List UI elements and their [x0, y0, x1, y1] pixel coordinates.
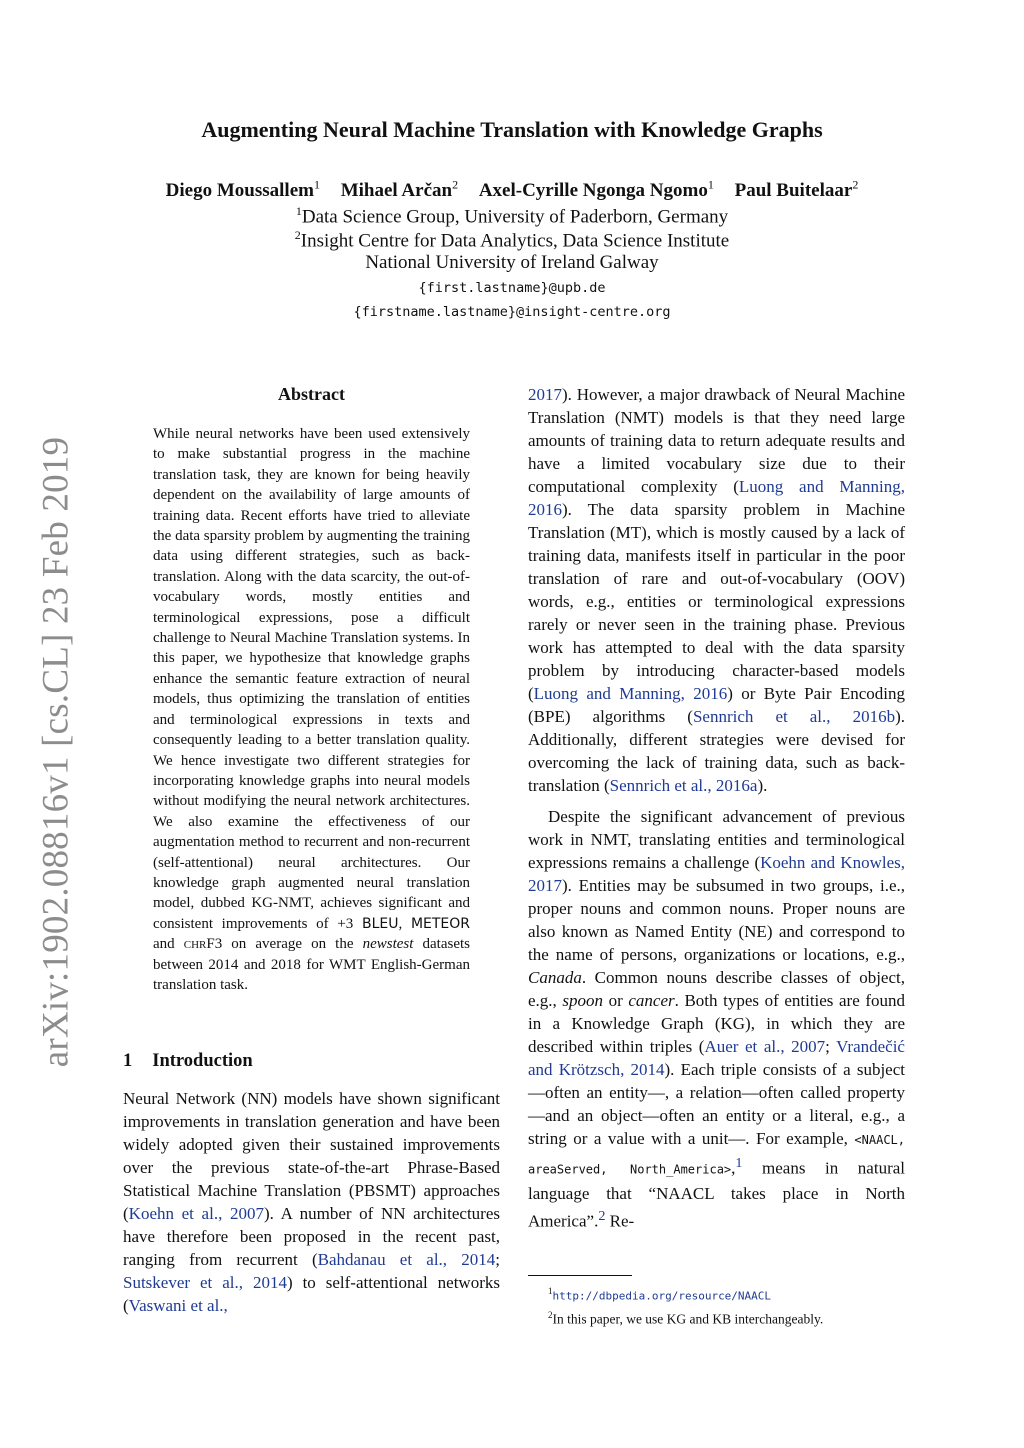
- footnote-rule: [528, 1275, 632, 1276]
- affiliation-2: [0, 228, 1024, 252]
- footnote-2-sup: 2: [548, 1309, 553, 1320]
- metric-chrf3: chrF3: [183, 936, 223, 953]
- author-4: [735, 180, 859, 201]
- paper-title: Augmenting Neural Machine Translation with Knowledge Graphs: [201, 117, 823, 142]
- intro-text-r5: ).: [757, 776, 768, 795]
- footnote-1: [528, 1282, 905, 1306]
- citation-vaswani[interactable]: Vaswani et al.,: [128, 1296, 228, 1315]
- email-upb: {first.lastname}@upb.de: [418, 280, 606, 296]
- author-1-sup: 1: [313, 178, 320, 192]
- author-3: [479, 180, 714, 201]
- intro-paragraph-continued: [528, 383, 905, 797]
- footnote-1-sup: 1: [548, 1286, 553, 1296]
- arxiv-identifier: [28, 436, 84, 1068]
- section-number: 1: [123, 1051, 133, 1071]
- intro-right-column: [528, 383, 905, 1232]
- intro-text-3: ;: [495, 1250, 501, 1269]
- intro-text-p7: ). Each triple consists of a subject—often an entity—, a relation—often called property—and an object—often an entity or a literal, e.g., a string or a value with a unit—. For example,: [528, 1060, 905, 1148]
- intro-left-column: [123, 1087, 500, 1317]
- metric-meteor: METEOR: [410, 915, 471, 932]
- newstest-term: newstest: [362, 936, 414, 953]
- intro-text-r1: ). However, a major drawback of Neural Machine Translation (NMT) models is that they need large amounts of training data to return adequate results and have a limited vocabulary size due to their computational complexity (: [528, 385, 905, 496]
- abstract-text: [153, 424, 470, 995]
- example-canada: Canada: [528, 968, 582, 987]
- citation-luong-manning-2016[interactable]: Luong and Manning, 2016: [528, 477, 905, 519]
- citation-sennrich-2016a[interactable]: Sennrich et al., 2016a: [609, 776, 758, 795]
- abstract-part-1: While neural networks have been used extensively to make substantial progress in the machine translation task, they are known for being heavily dependent on the availability of large amounts of training data. Recent efforts have tried to alleviate the data sparsity problem by augmenting the training data using different strategies, such as back-translation. Along with the data scarcity, the out-of-vocabulary words, mostly entities and terminological expressions, pose a difficult challenge to Neural Machine Translation systems. In this paper, we hypothesize that knowledge graphs enhance the semantic feature extraction of neural models, thus optimizing the translation of entities and terminological expressions in texts and consequently leading to a better translation quality. We hence investigate two different strategies for incorporating knowledge graphs into neural models without modifying the neural network architectures. We also examine the effectiveness of our augmentation method to recurrent and non-recurrent (self-attentional) neural architectures. Our knowledge graph augmented neural translation model, dubbed KG-NMT, achieves significant and consistent improvements of +3: [153, 426, 471, 932]
- author-list: [0, 178, 1024, 202]
- affiliation-1-sup: 1: [295, 204, 302, 218]
- citation-sennrich-2016b[interactable]: Sennrich et al., 2016b: [692, 707, 896, 726]
- arxiv-identifier-text: arXiv:1902.08816v1 [cs.CL] 23 Feb 2019: [35, 436, 77, 1068]
- abstract-heading: Abstract: [278, 384, 345, 404]
- author-3-name: Axel-Cyrille Ngonga Ngomo: [478, 180, 708, 202]
- footnote-2-text: In this paper, we use KG and KB interchangeably.: [552, 1311, 824, 1326]
- affiliation-1-text: Data Science Group, University of Paderborn, Germany: [301, 206, 729, 228]
- citation-koehn-knowles-2017[interactable]: Koehn and Knowles, 2017: [528, 853, 905, 895]
- metric-bleu: BLEU: [362, 915, 399, 932]
- author-4-sup: 2: [852, 178, 859, 192]
- intro-paragraph-2: [528, 805, 905, 1232]
- abstract-sep-2: and: [153, 936, 184, 953]
- affiliation-2-sup: 2: [294, 228, 301, 242]
- intro-text-p9: means in natural language that “NAACL takes place in North America”.: [528, 1158, 905, 1231]
- intro-text-p8: ,: [731, 1158, 736, 1178]
- author-3-sup: 1: [707, 178, 714, 192]
- affiliation-2-text: Insight Centre for Data Analytics, Data Science Institute: [300, 230, 730, 252]
- citation-sutskever-2014[interactable]: Sutskever et al., 2014: [123, 1273, 287, 1292]
- intro-text-2: ). A number of NN architectures have therefore been proposed in the recent past, ranging from recurrent (: [123, 1204, 501, 1269]
- footnotes: [528, 1282, 905, 1328]
- example-spoon: spoon: [562, 991, 604, 1010]
- footnote-1-link[interactable]: http://dbpedia.org/resource/NAACL: [552, 1289, 772, 1303]
- author-1-name: Diego Moussallem: [165, 180, 314, 202]
- intro-text-r4: ). Additionally, different strategies were devised for overcoming the lack of training data, such as back-translation (: [528, 707, 905, 795]
- example-triple: <NAACL, areaServed, North_America>: [528, 1133, 905, 1177]
- intro-text-p1: Despite the significant advancement of previous work in NMT, translating entities and terminological expressions remains a challenge (: [528, 807, 905, 872]
- citation-koehn-2007[interactable]: Koehn et al., 2007: [128, 1204, 264, 1223]
- email-insight: {firstname.lastname}@insight-centre.org: [353, 304, 671, 320]
- author-4-name: Paul Buitelaar: [734, 180, 853, 202]
- author-1: [166, 180, 320, 201]
- abstract-part-5: datasets between 2014 and 2018 for WMT English-German translation task.: [153, 936, 471, 993]
- affiliation-2-line-2: National University of Ireland Galway: [365, 252, 659, 273]
- intro-text-p6: ;: [825, 1037, 837, 1056]
- intro-text-p4: or: [603, 991, 629, 1010]
- author-2: [341, 180, 458, 201]
- intro-text-1: Neural Network (NN) models have shown significant improvements in translation generation and have been widely adopted given their sustained improvements over the previous state-of-the-art Phrase-Based Statistical Machine Translation (PBSMT) approaches (: [123, 1089, 500, 1223]
- citation-auer-2007[interactable]: Auer et al., 2007: [704, 1037, 826, 1056]
- abstract-part-4: on average on the: [222, 936, 363, 953]
- footnote-2: [528, 1306, 905, 1329]
- citation-vrandecic-2014[interactable]: Vrandečić and Krötzsch, 2014: [528, 1037, 905, 1079]
- intro-text-4: ) to self-attentional networks (: [123, 1273, 500, 1315]
- affiliation-1: [0, 204, 1024, 228]
- intro-text-r3: ) or Byte Pair Encoding (BPE) algorithms (: [528, 684, 905, 726]
- footnote-ref-2[interactable]: 2: [598, 1207, 606, 1224]
- citation-luong-manning-2016-b[interactable]: Luong and Manning, 2016: [533, 684, 728, 703]
- abstract-sep-1: ,: [398, 915, 411, 932]
- author-2-name: Mihael Arčan: [340, 180, 453, 202]
- intro-text-p10: Re-: [605, 1211, 635, 1231]
- example-cancer: cancer: [628, 991, 675, 1010]
- intro-text-p5: . Both types of entities are found in a Knowledge Graph (KG), in which they are described within triples (: [528, 991, 906, 1056]
- author-2-sup: 2: [452, 178, 459, 192]
- intro-text-p3: . Common nouns describe classes of object, e.g.,: [528, 968, 905, 1010]
- section-heading-introduction: [123, 1051, 253, 1072]
- intro-text-r2: ). The data sparsity problem in Machine Translation (MT), which is mostly caused by a lack of training data, manifests itself in particular in the poor translation of rare and out-of-vocabulary (OOV) words, e.g., entities or terminological expressions rarely or never seen in the training phase. Previous work has attempted to deal with the data sparsity problem by introducing character-based models (: [528, 500, 905, 703]
- citation-bahdanau-2014[interactable]: Bahdanau et al., 2014: [317, 1250, 496, 1269]
- section-title: Introduction: [152, 1051, 253, 1071]
- citation-vaswani-year[interactable]: 2017: [528, 385, 562, 404]
- intro-text-p2: ). Entities may be subsumed in two groups, i.e., proper nouns and common nouns. Proper nouns are also known as Named Entity (NE) and correspond to the name of persons, organizations or locations, e.g.,: [528, 876, 905, 964]
- footnote-ref-1[interactable]: 1: [735, 1155, 743, 1171]
